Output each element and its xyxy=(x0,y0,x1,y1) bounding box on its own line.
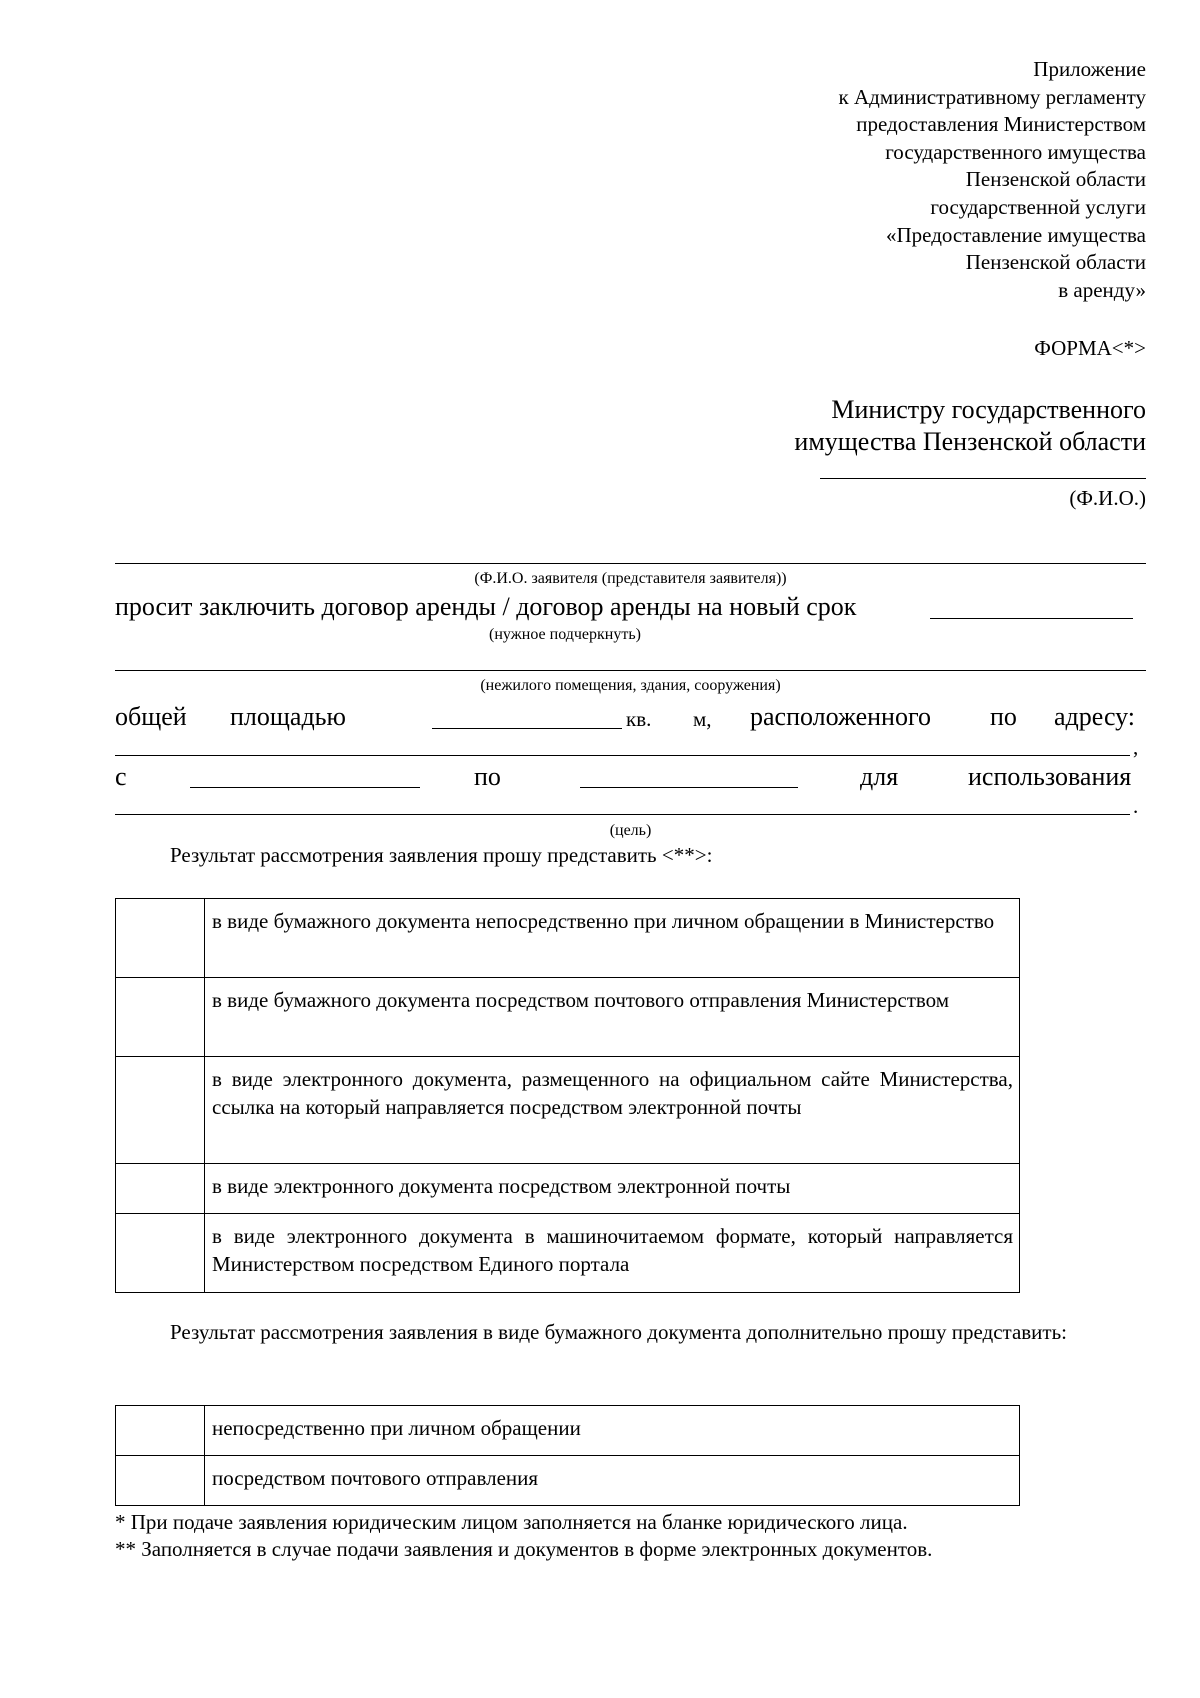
option-checkbox[interactable] xyxy=(116,1214,205,1293)
option-text: в виде электронного документа посредством электронной почты xyxy=(205,1164,1020,1214)
table-row xyxy=(116,1406,1020,1456)
request-hint: (нужное подчеркнуть) xyxy=(489,626,641,643)
option-text: посредством почтового отправления xyxy=(205,1456,1020,1506)
minister-fio-line[interactable] xyxy=(820,478,1146,479)
appendix-line: Пензенской области xyxy=(965,167,1146,192)
appendix-line: в аренду» xyxy=(1058,277,1146,302)
appendix-line: «Предоставление имущества xyxy=(886,222,1146,247)
object-label: (нежилого помещения, здания, сооружения) xyxy=(480,677,781,694)
footnote-2: ** Заполняется в случае подачи заявления и документов в форме электронных документов. xyxy=(115,1537,933,1561)
address-line[interactable] xyxy=(115,755,1130,756)
addressee-line-1: Министру государственного xyxy=(831,395,1146,424)
area-word-1: общей xyxy=(115,702,187,731)
area-word-5: адресу: xyxy=(1054,702,1136,731)
option-checkbox[interactable] xyxy=(116,899,205,978)
footnote-1: * При подаче заявления юридическим лицом заполняется на бланке юридического лица. xyxy=(115,1510,908,1534)
addressee-line-2: имущества Пензенской области xyxy=(794,427,1146,456)
appendix-line: Пензенской области xyxy=(965,250,1146,275)
option-checkbox[interactable] xyxy=(116,978,205,1057)
area-unit-2: м, xyxy=(693,707,712,731)
minister-fio-label: (Ф.И.О.) xyxy=(1069,486,1146,510)
table-row xyxy=(116,1057,1020,1164)
purpose-end: . xyxy=(1133,794,1139,818)
table-row xyxy=(116,1164,1020,1214)
area-word-2: площадью xyxy=(230,702,346,731)
table-row xyxy=(116,1214,1020,1293)
area-unit-1: кв. xyxy=(626,707,652,731)
object-line[interactable] xyxy=(115,670,1146,671)
option-checkbox[interactable] xyxy=(116,1057,205,1164)
table-row xyxy=(116,1456,1020,1506)
period-use-label: использования xyxy=(968,762,1132,791)
period-from-label: с xyxy=(115,762,127,791)
period-to-line[interactable] xyxy=(580,787,798,788)
result-options-table xyxy=(115,898,1020,1293)
option-checkbox[interactable] xyxy=(116,1164,205,1214)
option-text: непосредственно при личном обращении xyxy=(205,1406,1020,1456)
option-text: в виде электронного документа, размещенного на официальном сайте Министерства, ссылка на который направляется посредством электронной почты xyxy=(205,1057,1020,1164)
option-text: в виде бумажного документа посредством почтового отправления Министерством xyxy=(205,978,1020,1057)
form-label: ФОРМА<*> xyxy=(1034,336,1146,360)
appendix-line: предоставления Министерством xyxy=(856,112,1146,137)
period-from-line[interactable] xyxy=(190,787,420,788)
request-term-line[interactable] xyxy=(930,618,1133,619)
applicant-fio-label: (Ф.И.О. заявителя (представителя заявителя)) xyxy=(474,570,787,587)
table-row xyxy=(116,899,1020,978)
appendix-line: государственной услуги xyxy=(930,194,1146,219)
appendix-line: Приложение xyxy=(1033,57,1146,81)
purpose-label: (цель) xyxy=(609,822,652,839)
paper-intro: Результат рассмотрения заявления в виде бумажного документа дополнительно прошу представить: xyxy=(170,1320,1068,1344)
address-end: , xyxy=(1133,735,1139,759)
result-intro: Результат рассмотрения заявления прошу представить <**>: xyxy=(170,843,713,867)
area-value-line[interactable] xyxy=(432,728,622,729)
paper-options-table xyxy=(115,1405,1020,1506)
area-word-3: расположенного xyxy=(750,702,931,731)
area-word-4: по xyxy=(990,702,1017,731)
period-for-label: для xyxy=(860,762,899,791)
purpose-line[interactable] xyxy=(115,814,1130,815)
table-row xyxy=(116,978,1020,1057)
appendix-header xyxy=(700,56,1146,304)
addressee xyxy=(600,394,1146,458)
appendix-line: государственного имущества xyxy=(885,139,1146,164)
request-text: просит заключить договор аренды / договор аренды на новый срок xyxy=(115,592,857,621)
option-checkbox[interactable] xyxy=(116,1456,205,1506)
applicant-fio-line[interactable] xyxy=(115,563,1146,564)
option-text: в виде бумажного документа непосредственно при личном обращении в Министерство xyxy=(205,899,1020,978)
option-text: в виде электронного документа в машиночитаемом формате, который направляется Министерством посредством Единого портала xyxy=(205,1214,1020,1293)
period-to-label: по xyxy=(474,762,501,791)
option-checkbox[interactable] xyxy=(116,1406,205,1456)
appendix-line: к Административному регламенту xyxy=(838,84,1146,109)
